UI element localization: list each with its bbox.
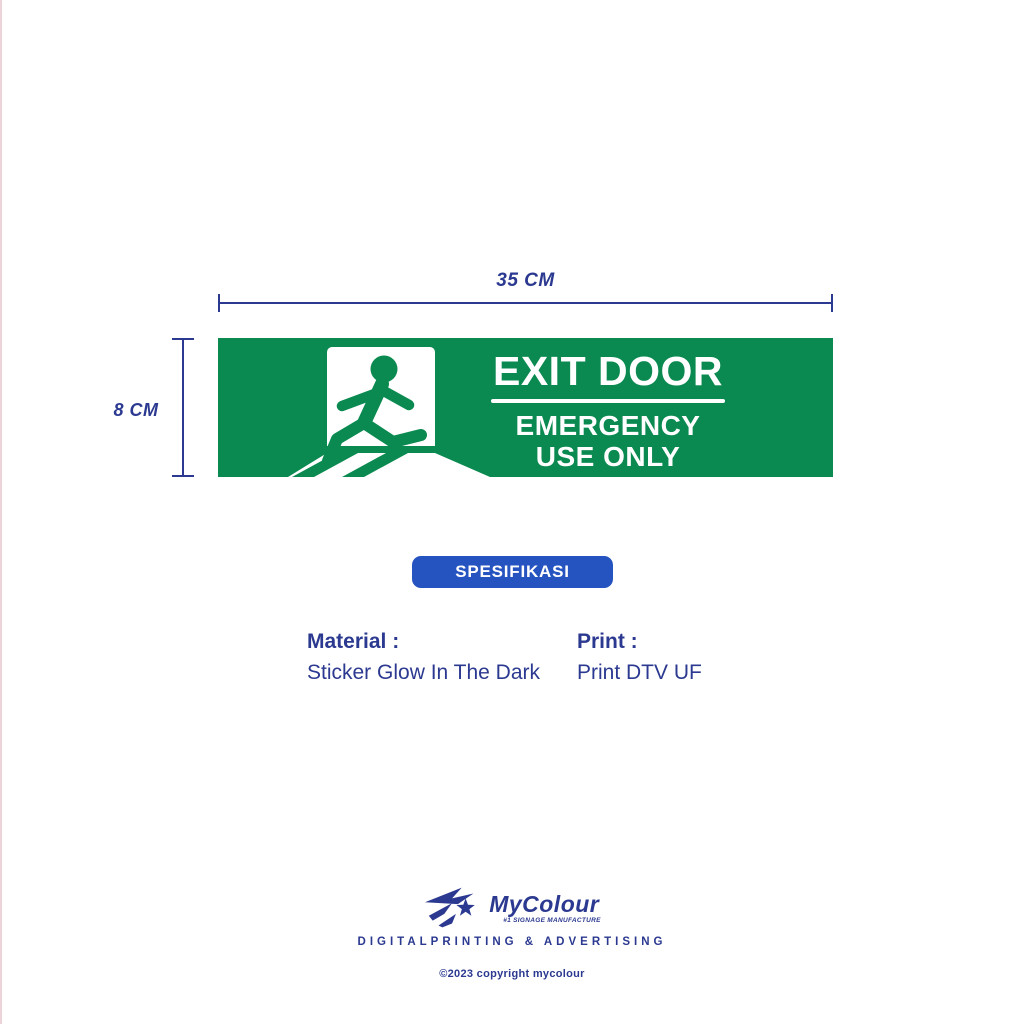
spec-material-value: Sticker Glow In The Dark: [307, 661, 541, 684]
spec-print-value: Print DTV UF: [577, 661, 702, 684]
spec-material: [307, 630, 540, 685]
brand-logo: [0, 886, 1024, 930]
spec-print: [577, 630, 702, 685]
height-dimension-line: [182, 338, 184, 477]
spesifikasi-badge: SPESIFIKASI: [412, 556, 613, 588]
sign-subtitle-line1: EMERGENCY: [515, 410, 701, 441]
copyright-line: ©2023 copyright mycolour: [439, 968, 585, 980]
brand-text-block: [489, 890, 601, 924]
sign-subtitle-line2: USE ONLY: [535, 441, 681, 473]
sign-text-block: [463, 338, 753, 477]
left-edge-artifact: [0, 0, 2, 1024]
width-dimension-label: 35 CM: [496, 270, 555, 291]
sign-title: EXIT DOOR: [492, 348, 724, 394]
height-dimension-label: 8 CM: [113, 400, 159, 420]
eagle-star-icon: [423, 886, 485, 930]
services-line: DIGITALPRINTING & ADVERTISING: [357, 936, 667, 948]
sign-divider-rule: [491, 399, 725, 403]
width-dimension-line: [218, 302, 833, 304]
exit-door-sign: [218, 338, 833, 477]
brand-tagline: #1 SIGNAGE MANUFACTURE: [503, 916, 601, 924]
spec-material-label: Material :: [307, 630, 400, 653]
brand-name: MyColour: [489, 890, 600, 917]
spec-print-label: Print :: [577, 630, 638, 653]
